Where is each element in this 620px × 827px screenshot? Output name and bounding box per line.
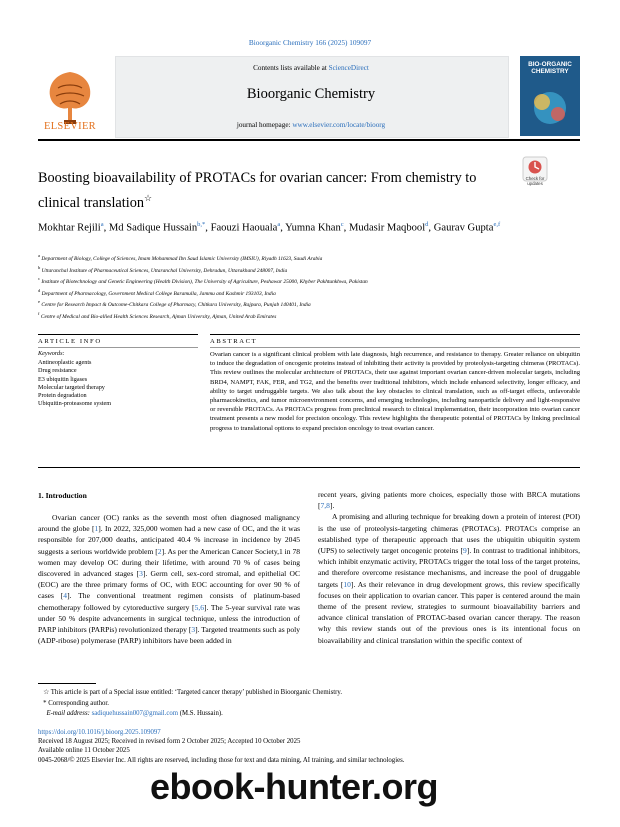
intro-left-column <box>38 512 300 646</box>
article-info-rule <box>38 334 198 335</box>
affiliation-mark: a <box>38 253 40 258</box>
publisher-name: ELSEVIER <box>44 121 96 132</box>
affiliation-mark: d <box>38 287 41 293</box>
author-list: Mokhtar Rejili$^a$, Md Sadique Hussain$^{b,*}$, Faouzi Haouala$^a$, Yumna Khan$^c$, Mudasir Maqbool$^d$, Gaurav Gupta$^{e,f}$ <box>38 221 501 234</box>
email-suffix: (M.S. Hussain). <box>178 710 223 718</box>
received-dates: Received 18 August 2025; Received in revised form 2 October 2025; Accepted 10 October 2025 <box>38 738 301 746</box>
affiliation-item: $^f$ Centre of Medical and Bio-allied Health Sciences Research, Ajman University, Ajman, United Arab Emirates <box>38 310 277 320</box>
abstract-text: Ovarian cancer is a significant clinical problem with late diagnosis, high recurrence, and resistance to therapy. Greater reliance on ubiquitin to induce the degradation of oncogenic proteins instead of inhibiting their activity is provided by proteolysis-targeting chimeras (PROTACs). This review outlines the molecular architecture of PROTACs, their use against important ovarian cancer-driven molecular targets, including BRD4, NAMPT, FAK, FER, and TG2, and the benefits over traditional inhibitors, which include enhanced selectivity, longer efficacy, and ability to target undruggable targets. We also talk about the key obstacles to clinical translation, such as off-target effects, unfavorable pharmacokinetics, and tumor microenvironment concerns, and emerging technologies, including nanoparticle delivery and light-responsive or reversible PROTACs. As PROTACs progress from preclinical research to clinical implementation, their incorporation into ovarian cancer treatment presents a new model for precision oncology. This review highlights the therapeutic potential of PROTACs by linking preclinical progress to translational options to expand precision oncology to treat ovarian cancer. <box>210 351 580 432</box>
author-name[interactable]: Gaurav Gupta <box>433 222 494 234</box>
intro-paragraph: recent years, giving patients more choices, especially those with BRCA mutations [7,8]. <box>318 490 580 511</box>
intro-right-column <box>318 489 580 646</box>
homepage-line <box>115 121 507 129</box>
special-issue-note: This article is part of a Special issue entitled: ‘Targeted cancer therapy’ published in Bioorganic Chemistry. <box>50 689 343 696</box>
author-name[interactable]: Md Sadique Hussain <box>108 222 198 234</box>
article-title <box>38 168 508 213</box>
author-affiliation-mark[interactable]: a <box>100 221 104 228</box>
online-date: Available online 11 October 2025 <box>38 747 130 755</box>
affiliation-list <box>38 252 580 321</box>
copyright-notice: 0045-2068/© 2025 Elsevier Inc. All rights are reserved, including those for text and data mining, AI training, and similar technologies. <box>38 756 405 764</box>
email-link[interactable]: sadiquehussain007@gmail.com <box>91 710 179 718</box>
homepage-link[interactable]: www.elsevier.com/locate/bioorg <box>292 121 386 129</box>
special-issue-footnote: ☆ This article is part of a Special issue entitled: ‘Targeted cancer therapy’ published in Bioorganic Chemistry. <box>38 689 343 696</box>
abstract-label: ABSTRACT <box>210 338 258 345</box>
author-name[interactable]: Mudasir Maqbool <box>348 222 426 234</box>
author-affiliation-mark[interactable]: d <box>425 221 429 228</box>
abstract-rule <box>210 334 580 335</box>
header-rule <box>38 139 580 141</box>
homepage-prefix: journal homepage: <box>236 121 293 129</box>
doi-link[interactable]: https://doi.org/10.1016/j.bioorg.2025.109097 <box>38 729 161 736</box>
affiliation-item: $^b$ Uttaranchal Institute of Pharmaceutical Sciences, Uttaranchal University, Dehradun, Uttarakhand 248007, India <box>38 264 288 274</box>
citation-link[interactable]: 5,6 <box>194 602 204 612</box>
keyword-item: Antineoplastic agents <box>38 359 92 366</box>
affiliation-mark: b <box>38 264 41 270</box>
cover-art-icon <box>520 56 580 136</box>
affiliation-item: $^c$ Institute of Biotechnology and Genetic Engineering (Health Division), The University of Agriculture, Peshawar 25000, Khyber Pakhtunkhwa, Pakistan <box>38 276 368 285</box>
affiliation-item: $^d$ Department of Pharmacology, Government Medical College Baramulla, Jammu and Kashmir 193103, India <box>38 287 276 297</box>
author-name[interactable]: Mokhtar Rejili <box>38 222 101 234</box>
email-label: E-mail address: <box>46 710 92 718</box>
author-name[interactable]: Yumna Khan <box>285 222 341 234</box>
author-affiliation-mark[interactable]: b,* <box>197 221 206 228</box>
affiliation-item: $^a$ Department of Biology, College of Sciences, Imam Mohammad Ibn Saud Islamic University (IMSIU), Riyadh 11623, Saudi Arabia <box>38 253 323 262</box>
abstract-bottom-rule <box>38 467 580 468</box>
article-title-text: Boosting bioavailability of PROTACs for ovarian cancer: From chemistry to clinical translation <box>38 170 477 211</box>
article-info-subrule <box>38 347 198 348</box>
email-footnote <box>38 709 580 720</box>
contents-line <box>115 64 507 72</box>
intro-paragraph: A promising and alluring technique for breaking down a protein of interest (POI) is the use of proteolysis-targeting chimeras (PROTACs). PROTACs comprise an established type of therapeutic approach that uses the ubiquitin ubiquitin system (UPS) to selectively target oncogenic proteins [9]. In contrast to traditional inhibitors, which inhibit enzymatic activity, PROTACs trigger the total loss of the target proteins, and therefore overcome resistance mechanisms, and increase the pool of druggable targets [10]. As their relevance in drug development grows, this review specifically focuses on their application to ovarian cancer. This paper is centered around the main theme of the present review, strategies to surmount bioavailability barriers and advance clinical translation of PROTAC-based ovarian cancer therapy. The reason why this review stands out of the previous ones is its intentional focus on bioavailability and clinical translation within the specific context of <box>318 512 581 645</box>
title-footnote-mark[interactable]: ☆ <box>144 193 153 203</box>
affiliation-mark: e <box>38 299 40 304</box>
citation-link[interactable]: 10 <box>343 579 351 589</box>
citation-link[interactable]: 1 <box>94 524 99 534</box>
journal-citation[interactable]: Bioorganic Chemistry 166 (2025) 109097 <box>248 38 372 47</box>
affiliation-mark: c <box>38 276 40 281</box>
contents-prefix: Contents lists available at <box>253 64 329 72</box>
check-for-updates-label: Check for updates <box>525 176 545 186</box>
keyword-item: Drug resistance <box>38 367 77 375</box>
citation-link[interactable]: 9 <box>463 546 467 556</box>
article-info-label: ARTICLE INFO <box>38 338 102 345</box>
citation-link[interactable]: 2 <box>157 546 162 556</box>
intro-paragraph: Ovarian cancer (OC) ranks as the seventh most often diagnosed malignancy around the globe [1]. In 2022, 325,000 women had a new case of OC, and the it was responsible for 207,000 deaths, anticipated 40.4 % increase in incidence by 2045 suggests a serious worldwide problem [2]. As per the American Cancer Society,1 in 78 women may develop OC during their lifetime, with around 70 % of cases being discovered in advanced stages [3]. Germ cell, sex-cord stromal, and epithelial OC (EOC) are the three primary forms of OC, with EOC accounting for over 90 % of cases [4]. The conventional treatment regimen consists of platinum-based chemotherapy followed by cytoreductive surgery [5,6]. The 5-year survival rate was under 50 % despite advancements in surgical technique, unless the introduction of PARP inhibitors (PARPis) revolutionized therapy [3]. Targeted treatments such as poly (ADP-ribose) polymerase (PARP) inhibitors have been added in <box>38 513 301 646</box>
corresponding-footnote: * Corresponding author. <box>38 699 109 707</box>
keyword-item: E3 ubiquitin ligases <box>38 375 88 383</box>
section-heading-introduction: 1. Introduction <box>38 491 87 500</box>
corresponding-author-note: Corresponding author. <box>48 699 109 707</box>
footnote-rule <box>38 683 96 684</box>
keywords-title: Keywords: <box>38 350 65 357</box>
publication-info <box>38 728 580 765</box>
citation-link[interactable]: 3 <box>139 569 143 579</box>
sciencedirect-link[interactable]: ScienceDirect <box>328 64 369 72</box>
journal-name: Bioorganic Chemistry <box>246 86 376 102</box>
keyword-item: Protein degradation <box>38 392 87 400</box>
journal-cover-image[interactable] <box>520 56 580 136</box>
affiliation-item: $^e$ Centre for Research Impact & Outcome-Chitkara College of Pharmacy, Chitkara University, Rajpura, Punjab 140401, India <box>38 299 311 308</box>
keyword-item: Ubiquitin-proteasome system <box>38 400 112 408</box>
citation-link[interactable]: 3 <box>191 625 196 635</box>
abstract-subrule <box>210 347 580 348</box>
footnotes <box>38 688 580 720</box>
affiliation-mark: f <box>38 310 40 316</box>
citation-link[interactable]: 7,8 <box>320 501 330 511</box>
author-name[interactable]: Faouzi Haouala <box>210 222 278 234</box>
author-affiliation-mark[interactable]: c <box>340 221 344 228</box>
author-affiliation-mark[interactable]: a <box>277 221 281 228</box>
watermark-text: ebook-hunter.org <box>150 766 438 807</box>
cover-title: BIO-ORGANIC CHEMISTRY <box>528 61 572 75</box>
keywords-list <box>38 359 111 409</box>
citation-link[interactable]: 4 <box>63 591 68 601</box>
keyword-item: Molecular targeted therapy <box>38 383 105 391</box>
author-affiliation-mark[interactable]: e,f <box>493 221 501 228</box>
